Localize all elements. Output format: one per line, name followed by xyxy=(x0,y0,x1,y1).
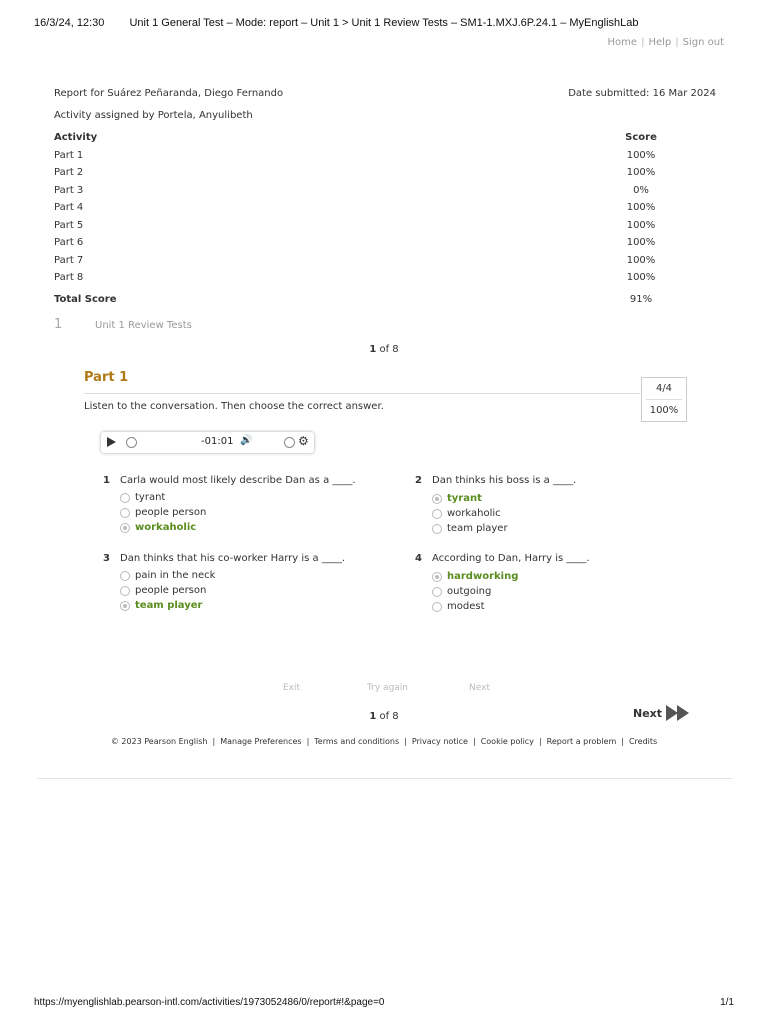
separator: | xyxy=(641,37,645,48)
print-datetime: 16/3/24, 12:30 xyxy=(34,17,105,29)
radio-button[interactable] xyxy=(120,493,130,503)
answer-option[interactable] xyxy=(120,490,206,505)
question-text: Dan thinks his boss is a ____. xyxy=(432,475,577,486)
radio-button[interactable] xyxy=(432,602,442,612)
score-table xyxy=(54,129,666,308)
audio-player xyxy=(101,432,314,453)
score-cell: 100% xyxy=(626,219,656,231)
radio-button[interactable] xyxy=(432,524,442,534)
gear-icon[interactable]: ⚙ xyxy=(298,434,309,448)
cookie-policy-link[interactable]: Cookie policy xyxy=(480,737,534,746)
radio-button[interactable] xyxy=(120,586,130,596)
next-button[interactable] xyxy=(633,705,689,721)
pager-current: 1 xyxy=(369,344,377,355)
copyright-text: © 2023 Pearson English xyxy=(110,737,208,746)
pager-current: 1 xyxy=(369,711,377,722)
unit-name: Unit 1 Review Tests xyxy=(95,320,192,331)
part-title: Part 1 xyxy=(84,370,129,385)
radio-button[interactable] xyxy=(120,571,130,581)
pager-total: of 8 xyxy=(379,711,399,722)
radio-button-selected[interactable] xyxy=(432,572,442,582)
next-button-small[interactable]: Next xyxy=(469,683,490,693)
option-label: people person xyxy=(135,507,207,518)
score-cell: 100% xyxy=(626,272,656,283)
date-submitted: Date submitted: 16 Mar 2024 xyxy=(568,88,716,99)
separator: | xyxy=(621,737,624,746)
table-row xyxy=(54,252,666,270)
site-footer xyxy=(0,737,768,746)
answer-option[interactable] xyxy=(432,584,518,599)
question-text: Carla would most likely describe Dan as a ____. xyxy=(120,475,356,486)
activity-cell: Part 8 xyxy=(54,272,84,283)
answer-option[interactable] xyxy=(120,583,215,598)
question-text: Dan thinks that his co-worker Harry is a ____. xyxy=(120,553,346,564)
separator: | xyxy=(212,737,216,746)
option-label: tyrant xyxy=(135,492,166,503)
option-label: people person xyxy=(135,585,207,596)
separator: | xyxy=(404,737,407,746)
option-label: team player xyxy=(447,523,508,534)
option-label: modest xyxy=(447,601,485,612)
radio-button-selected[interactable] xyxy=(432,494,442,504)
score-table-header xyxy=(54,129,666,147)
pager-total: of 8 xyxy=(379,344,399,355)
activity-cell: Part 6 xyxy=(54,237,84,248)
activity-cell: Part 4 xyxy=(54,202,84,213)
radio-button-selected[interactable] xyxy=(120,523,130,533)
table-row xyxy=(54,269,666,287)
table-row xyxy=(54,164,666,182)
help-link[interactable]: Help xyxy=(648,37,672,48)
total-score-label: Total Score xyxy=(54,293,117,305)
assigned-by: Activity assigned by Portela, Anyulibeth xyxy=(54,110,253,121)
report-for: Report for Suárez Peñaranda, Diego Fernando xyxy=(54,88,284,99)
credits-link[interactable]: Credits xyxy=(628,737,658,746)
score-cell: 100% xyxy=(626,202,656,213)
volume-icon[interactable]: 🔊 xyxy=(240,435,253,446)
play-icon[interactable] xyxy=(107,437,116,447)
answer-option-correct[interactable] xyxy=(432,491,508,506)
answer-option-correct[interactable] xyxy=(120,520,206,535)
fast-forward-icon xyxy=(666,705,689,721)
exit-button[interactable]: Exit xyxy=(283,683,301,693)
answer-option[interactable] xyxy=(432,506,508,521)
progress-knob[interactable] xyxy=(126,437,137,448)
activity-column-header: Activity xyxy=(54,132,98,143)
manage-preferences-link[interactable]: Manage Preferences xyxy=(220,737,302,746)
score-cell: 100% xyxy=(626,167,656,178)
table-row xyxy=(54,182,666,200)
next-label: Next xyxy=(633,706,663,720)
option-label: team player xyxy=(135,600,203,611)
volume-knob[interactable] xyxy=(284,437,295,448)
score-cell: 0% xyxy=(633,184,649,196)
try-again-button[interactable]: Try again xyxy=(367,683,409,693)
table-row xyxy=(54,217,666,235)
audio-time: -01:01 xyxy=(201,436,234,447)
separator: | xyxy=(306,737,310,746)
question-number: 4 xyxy=(415,553,422,564)
activity-cell: Part 1 xyxy=(54,149,84,161)
part-score-percent: 100% xyxy=(649,405,679,416)
table-row xyxy=(54,234,666,252)
answer-option-correct[interactable] xyxy=(432,569,518,584)
answer-option[interactable] xyxy=(432,521,508,536)
unit-number: 1 xyxy=(54,317,63,332)
total-score-row xyxy=(54,291,666,309)
radio-button[interactable] xyxy=(432,587,442,597)
activity-cell: Part 7 xyxy=(54,254,84,266)
option-label: tyrant xyxy=(447,493,482,504)
question-number: 3 xyxy=(103,553,110,564)
print-url: https://myenglishlab.pearson-intl.com/activities/1973052486/0/report#!&page=0 xyxy=(34,997,385,1008)
separator: | xyxy=(472,737,476,746)
activity-cell: Part 2 xyxy=(54,167,84,178)
part-score-box xyxy=(641,377,687,422)
pager-top xyxy=(0,344,768,355)
score-cell: 100% xyxy=(626,149,656,161)
activity-cell: Part 3 xyxy=(54,184,84,196)
option-label: outgoing xyxy=(447,586,492,597)
radio-button-selected[interactable] xyxy=(120,601,130,611)
question-text: According to Dan, Harry is ____. xyxy=(432,553,590,564)
report-problem-link[interactable]: Report a problem xyxy=(546,737,617,746)
separator: | xyxy=(538,737,542,746)
terms-link[interactable]: Terms and conditions xyxy=(314,737,400,746)
separator: | xyxy=(675,37,679,48)
privacy-link[interactable]: Privacy notice xyxy=(411,737,468,746)
answer-option[interactable] xyxy=(120,505,206,520)
divider xyxy=(84,393,640,394)
option-label: pain in the neck xyxy=(135,570,216,581)
radio-button[interactable] xyxy=(120,508,130,518)
sign-out-link[interactable]: Sign out xyxy=(682,37,724,48)
answer-option[interactable] xyxy=(120,568,215,583)
score-column-header: Score xyxy=(625,132,657,143)
answer-option[interactable] xyxy=(432,599,518,614)
part-instructions: Listen to the conversation. Then choose the correct answer. xyxy=(84,401,384,412)
score-cell: 100% xyxy=(626,237,656,248)
table-row xyxy=(54,147,666,165)
option-label: workaholic xyxy=(135,522,197,533)
divider xyxy=(37,778,732,779)
question-number: 1 xyxy=(103,475,110,486)
print-page-number: 1/1 xyxy=(720,997,734,1008)
score-cell: 100% xyxy=(626,254,656,266)
option-label: hardworking xyxy=(447,571,519,582)
home-link[interactable]: Home xyxy=(607,37,638,48)
total-score-value: 91% xyxy=(629,293,653,305)
part-score-points: 4/4 xyxy=(646,378,682,400)
answer-option-correct[interactable] xyxy=(120,598,215,613)
table-row xyxy=(54,199,666,217)
radio-button[interactable] xyxy=(432,509,442,519)
top-links xyxy=(608,37,724,48)
question-number: 2 xyxy=(415,475,422,486)
option-label: workaholic xyxy=(447,508,501,519)
print-title: Unit 1 General Test – Mode: report – Unit 1 > Unit 1 Review Tests – SM1-1.MXJ.6P.24.1 – MyEnglishLab xyxy=(129,17,639,29)
activity-cell: Part 5 xyxy=(54,219,84,231)
